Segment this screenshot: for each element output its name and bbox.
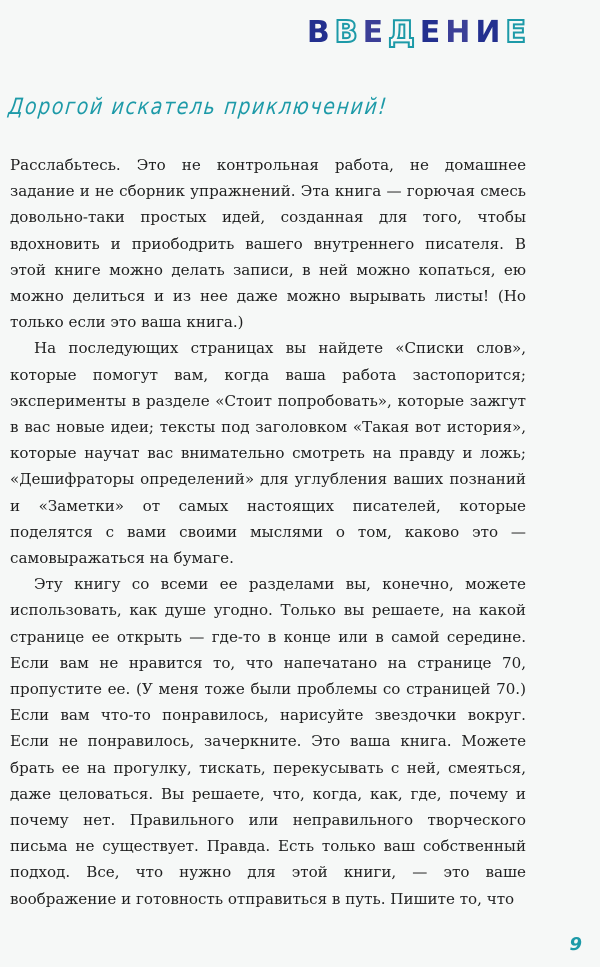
greeting-heading: Дорогой искатель приключений! — [7, 94, 390, 120]
paragraph: Расслабьтесь. Это не контрольная работа, не домашнее задание и не сборник упражнений. Эта книга — горючая смесь довольно-таки простых идей, созданная для того, чтобы вдохновить и приободрить вашего внутреннего писателя. В этой книге можно делать записи, в ней можно копаться, ею можно делиться и из нее даже можно вырывать листы! (Но только если это ваша книга.) — [10, 156, 526, 332]
page-number: 9 — [569, 934, 582, 955]
body-text — [10, 152, 526, 912]
title-letter: Н — [445, 15, 471, 50]
chapter-title — [307, 16, 526, 50]
title-letter: В — [306, 15, 330, 50]
paragraph: На последующих страницах вы найдете «Списки слов», которые помогут вам, когда ваша работа застопорится; эксперименты в разделе «Стоит попробовать», которые зажгут в вас новые идеи; тексты под заголовком «Такая вот история», которые научат вас внимательно смотреть на правду и ложь; «Дешифраторы определений» для углубления ваших познаний и «Заметки» от самых настоящих писателей, которые поделятся с вами своими мыслями о том, каково это — самовыражаться на бумаге. — [10, 339, 526, 568]
paragraph: Эту книгу со всеми ее разделами вы, конечно, можете использовать, как душе угодно. Только вы решаете, на какой странице ее открыть — где-то в конце или в самой середине. Если вам не нравится то, что напечатано на странице 70, пропустите ее. (У меня тоже были проблемы со страницей 70.) Если вам что-то понравилось, нарисуйте звездочки вокруг. Если не понравилось, зачеркните. Это ваша книга. Можете брать ее на прогулку, тискать, перекусывать с ней, смеяться, даже целоваться. Вы решаете, что, когда, как, где, почему и почему нет. Правильного или неправильного творческого письма не существует. Правда. Есть только ваш собственный подход. Все, что нужно для этой книги, — это ваше воображение и готовность отправиться в путь. Пишите то, что — [10, 575, 526, 908]
title-letter: Е — [362, 15, 384, 50]
title-letter: И — [475, 15, 501, 50]
title-letter: Е — [419, 15, 441, 50]
title-letter: Е — [505, 15, 526, 50]
title-letter: В — [334, 15, 358, 50]
title-letter: Д — [388, 15, 415, 50]
